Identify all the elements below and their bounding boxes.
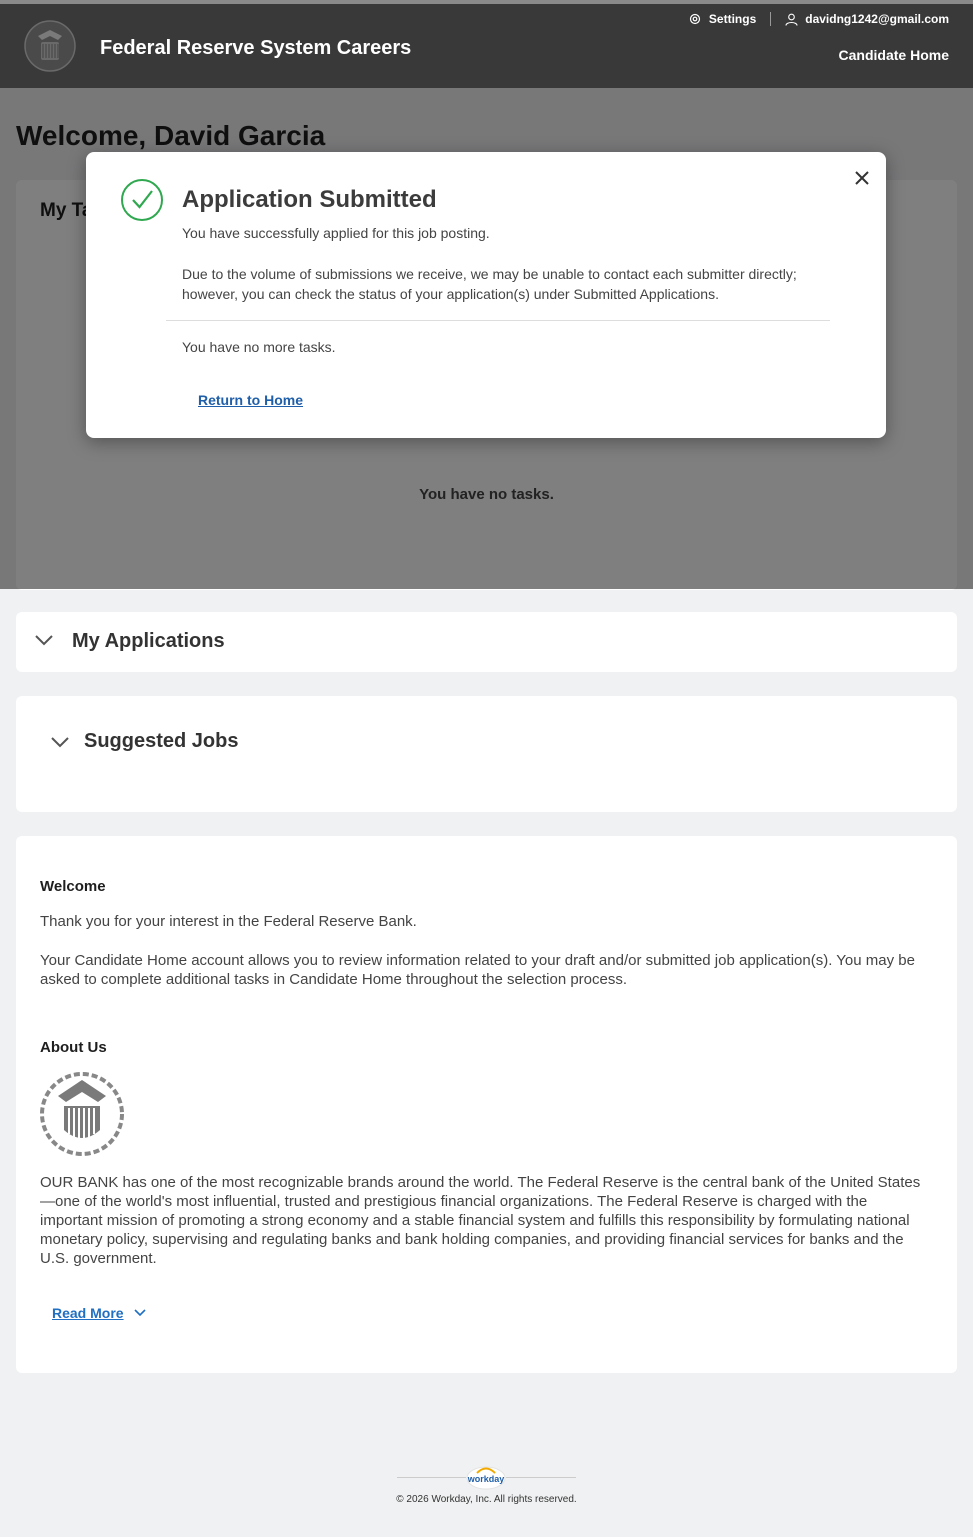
dialog-title: Application Submitted (182, 186, 437, 213)
settings-link[interactable]: Settings (708, 12, 757, 26)
suggested-jobs-title[interactable]: Suggested Jobs (84, 730, 239, 752)
return-to-home-link[interactable]: Return to Home (198, 392, 303, 408)
gear-icon (688, 12, 702, 26)
workday-logo-text: workday (467, 1474, 505, 1484)
utility-bar (688, 12, 949, 26)
application-submitted-dialog (86, 152, 886, 438)
chevron-down-icon[interactable] (134, 1309, 146, 1317)
footer-divider-left (397, 1477, 466, 1478)
welcome-about-card (16, 836, 957, 1373)
site-header (0, 4, 973, 88)
welcome-heading: Welcome (40, 878, 106, 895)
candidate-home-link[interactable]: Candidate Home (838, 47, 949, 63)
about-us-paragraph: OUR BANK has one of the most recognizable brands around the world. The Federal Reserve is the central bank of the United States—one of the world's most influential, trusted and prestigious financial organizations. The Federal Reserve is charged with the important mission of promoting a strong economy and a stable financial system and fulfills this responsibility by formulating national monetary policy, supervising and regulating banks and bank holding companies, and providing financial services for banks and the U.S. government. (40, 1174, 921, 1267)
footer-divider-right (506, 1477, 576, 1478)
dialog-divider (166, 320, 830, 321)
chevron-down-icon[interactable] (50, 736, 70, 748)
welcome-paragraph-1: Thank you for your interest in the Federal Reserve Bank. (40, 913, 417, 930)
my-applications-title[interactable]: My Applications (72, 630, 225, 652)
chevron-down-icon[interactable] (34, 634, 54, 646)
success-check-icon (120, 178, 164, 222)
user-icon (785, 13, 798, 26)
dialog-volume-notice: Due to the volume of submissions we receive, we may be unable to contact each submitter directly; however, you can check the status of your application(s) under Submitted Applications. (182, 266, 797, 302)
suggested-jobs-section[interactable] (16, 696, 957, 812)
site-title[interactable]: Federal Reserve System Careers (100, 37, 412, 59)
federal-reserve-seal-image (40, 1072, 124, 1156)
footer-copyright: © 2026 Workday, Inc. All rights reserved. (396, 1494, 577, 1505)
federal-reserve-seal-logo[interactable] (24, 20, 76, 72)
my-applications-section[interactable] (16, 612, 957, 672)
dialog-no-more-tasks: You have no more tasks. (182, 339, 336, 355)
utility-divider (770, 12, 771, 26)
welcome-paragraph-2: Your Candidate Home account allows you to review information related to your draft and/or submitted job application(s). You may be asked to complete additional tasks in Candidate Home throughout the selection process. (40, 952, 915, 988)
about-us-heading: About Us (40, 1039, 107, 1056)
dialog-success-text: You have successfully applied for this job posting. (182, 225, 490, 241)
user-account-menu[interactable]: davidng1242@gmail.com (805, 12, 949, 26)
read-more-link[interactable]: Read More (52, 1305, 124, 1321)
close-icon[interactable] (850, 166, 874, 190)
